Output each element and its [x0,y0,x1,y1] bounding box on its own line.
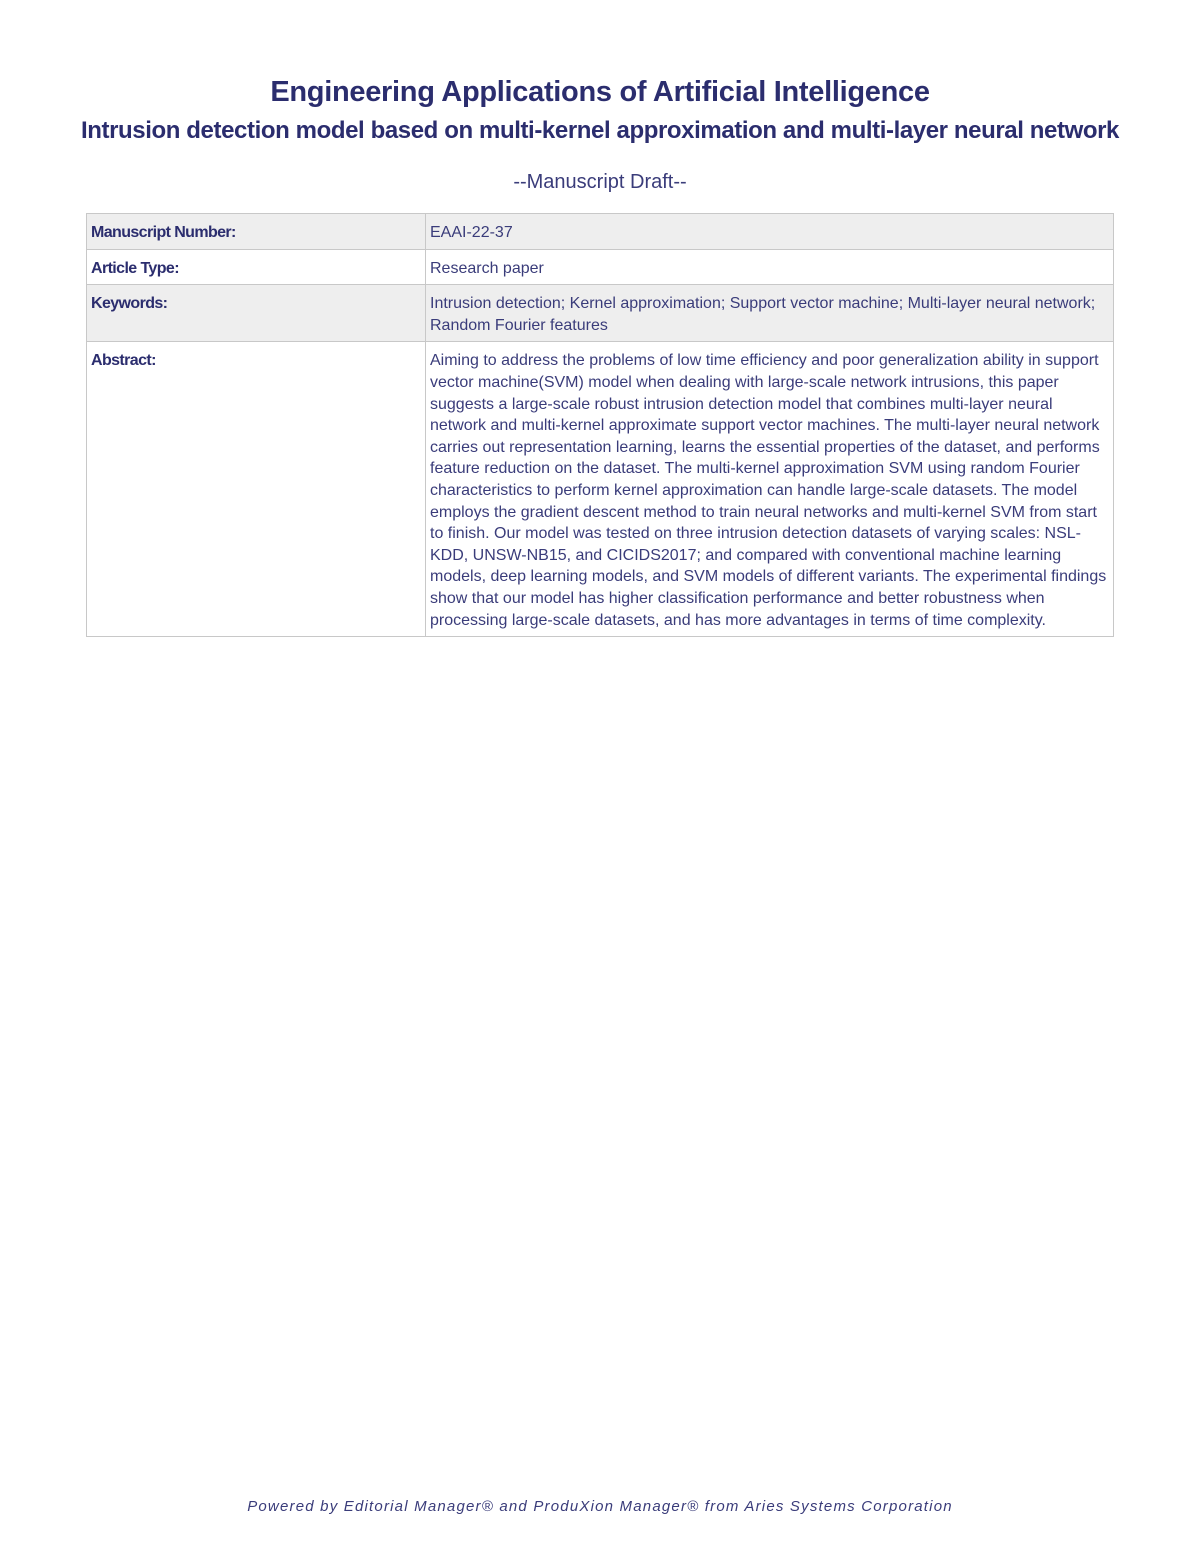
keywords-value: Intrusion detection; Kernel approximation; Support vector machine; Multi-layer neural network; Random Fourier features [426,285,1114,342]
article-type-value: Research paper [426,249,1114,285]
manuscript-metadata-table [86,213,1114,637]
footer-powered-by: Powered by Editorial Manager® and ProduXion Manager® from Aries Systems Corporation [247,1498,953,1515]
journal-title: Engineering Applications of Artificial Intelligence [270,76,930,108]
table-row-abstract [87,342,1114,637]
table-row-manuscript-number [87,214,1114,250]
table-row-keywords [87,285,1114,342]
keywords-label: Keywords: [87,285,426,342]
manuscript-number-label: Manuscript Number: [87,214,426,250]
article-type-label: Article Type: [87,249,426,285]
abstract-value: Aiming to address the problems of low time efficiency and poor generalization ability in support vector machine(SVM) model when dealing with large-scale network intrusions, this paper suggests a large-scale robust intrusion detection model that combines multi-layer neural network and multi-kernel approximate support vector machines. The multi-layer neural network carries out representation learning, learns the essential properties of the dataset, and performs feature reduction on the dataset. The multi-kernel approximation SVM using random Fourier characteristics to perform kernel approximation can handle large-scale datasets. The model employs the gradient descent method to train neural networks and multi-kernel SVM from start to finish. Our model was tested on three intrusion detection datasets of varying scales: NSL-KDD, UNSW-NB15, and CICIDS2017; and compared with conventional machine learning models, deep learning models, and SVM models of different variants. The experimental findings show that our model has higher classification performance and better robustness when processing large-scale datasets, and has more advantages in terms of time complexity. [426,342,1114,637]
manuscript-number-value: EAAI-22-37 [426,214,1114,250]
draft-label: --Manuscript Draft-- [513,171,687,193]
abstract-label: Abstract: [87,342,426,637]
table-row-article-type [87,249,1114,285]
article-title: Intrusion detection model based on multi-kernel approximation and multi-layer neural network [80,117,1120,144]
